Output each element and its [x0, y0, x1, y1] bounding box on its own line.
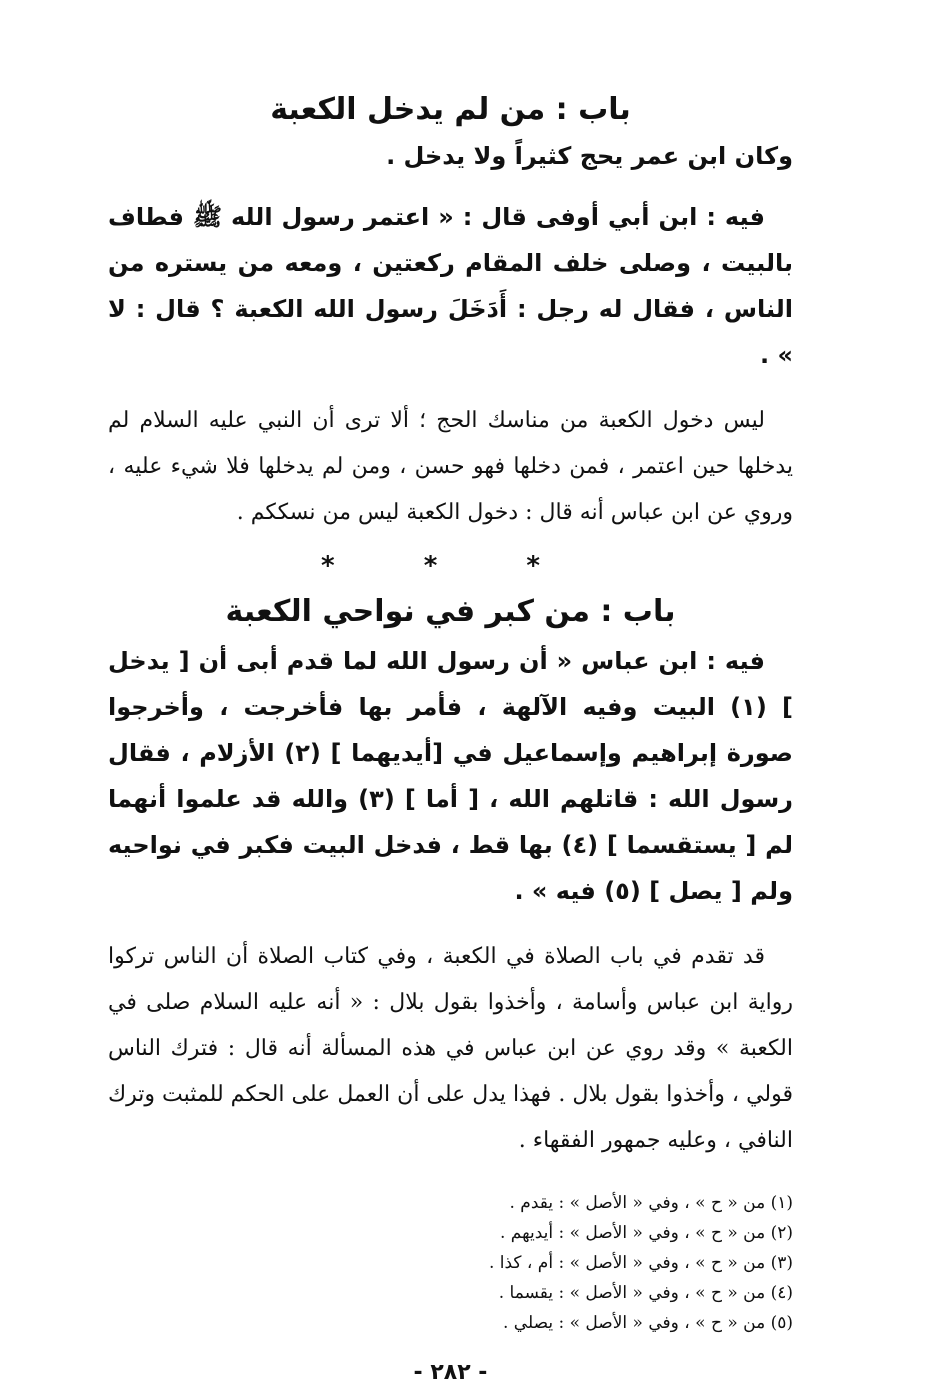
- hadith-text-2: فيه : ابن عباس « أن رسول الله لما قدم أبى أن [ يدخل ] (١) البيت وفيه الآلهة ، فأمر بها فأخرجت ، وأخرجوا صورة إبراهيم وإسماعيل في [أيديهما ] (٢) الأزلام ، فقال رسول الله : قاتلهم الله ، [ أما ] (٣) والله قد علموا أنهما لم [ يستقسما ] (٤) بها قط ، فدخل البيت فكبر في نواحيه ولم [ يصل ] (٥) فيه » .: [108, 647, 794, 905]
- footnote: (١) من « ح » ، وفي « الأصل » : يقدم .: [509, 1193, 793, 1213]
- chapter-heading-1: باب : من لم يدخل الكعبة: [270, 92, 631, 127]
- chapter-intro: وكان ابن عمر يحج كثيراً ولا يدخل .: [386, 142, 793, 170]
- section-separator: * * *: [321, 551, 580, 581]
- footnotes-list: [108, 1188, 793, 1338]
- footnote: (٥) من « ح » ، وفي « الأصل » : يصلي .: [502, 1313, 793, 1333]
- commentary-1: ليس دخول الكعبة من مناسك الحج ؛ ألا ترى أن النبي عليه السلام لم يدخلها حين اعتمر ، فمن دخلها فهو حسن ، ومن لم يدخلها فلا شيء عليه ، وروي عن ابن عباس أنه قال : دخول الكعبة ليس من نسككم .: [108, 408, 793, 525]
- footnote: (٢) من « ح » ، وفي « الأصل » : أيديهم .: [500, 1223, 793, 1243]
- chapter-heading-2: باب : من كبر في نواحي الكعبة: [225, 594, 676, 629]
- footnote: (٤) من « ح » ، وفي « الأصل » : يقسما .: [498, 1283, 793, 1303]
- page-number: - ٢٨٢ -: [413, 1360, 488, 1385]
- footnote: (٣) من « ح » ، وفي « الأصل » : أم ، كذا .: [488, 1253, 793, 1273]
- hadith-text-1: فيه : ابن أبي أوفى قال : « اعتمر رسول الله ﷺ فطاف بالبيت ، وصلى خلف المقام ركعتين ، ومعه من يستره من الناس ، فقال له رجل : أَدَخَلَ رسول الله الكعبة ؟ قال : لا » .: [108, 203, 793, 369]
- commentary-2: قد تقدم في باب الصلاة في الكعبة ، وفي كتاب الصلاة أن الناس تركوا رواية ابن عباس وأسامة ، وأخذوا بقول بلال : « أنه عليه السلام صلى في الكعبة » وقد روي عن ابن عباس في هذه المسألة أنه قال : فترك الناس قولي ، وأخذوا بقول بلال . فهذا يدل على أن العمل على الحكم للمثبت وترك النافي ، وعليه جمهور الفقهاء .: [108, 944, 793, 1153]
